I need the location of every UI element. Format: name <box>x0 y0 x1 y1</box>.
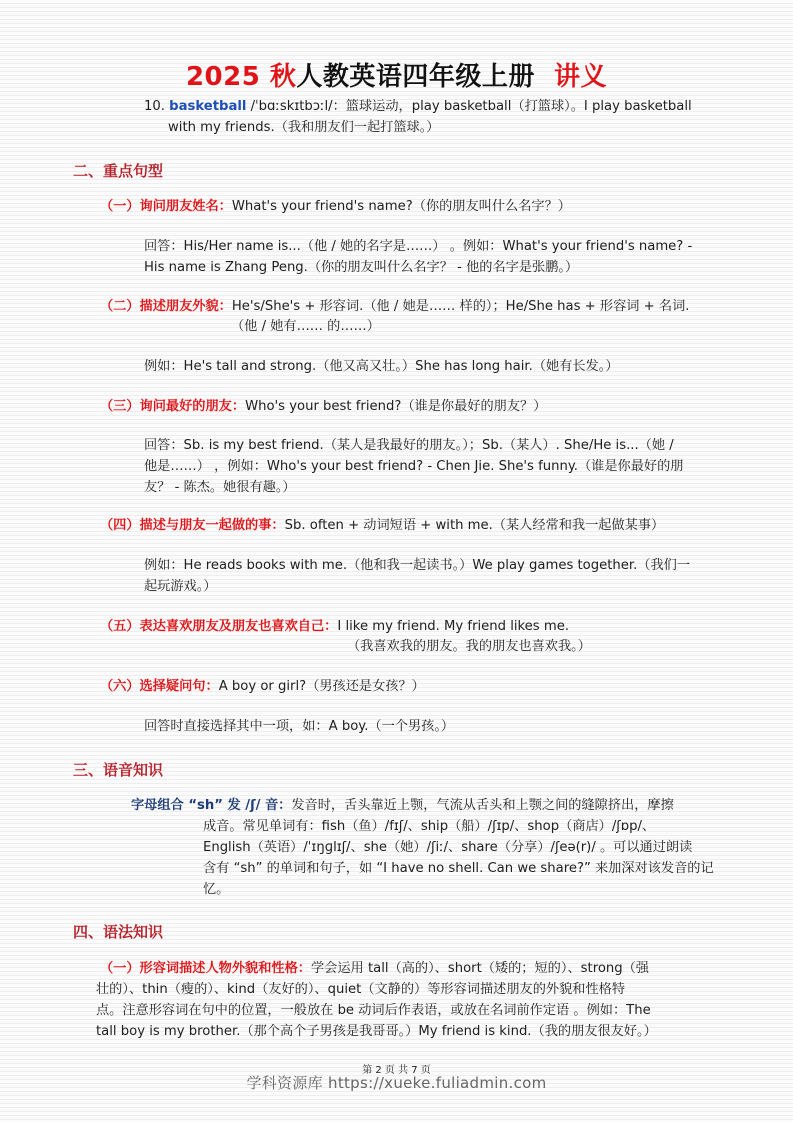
pattern-1-answer-line2: His name is Zhang Peng.（你的朋友叫什么名字？ - 他的名字是张鹏。） <box>144 260 579 275</box>
phonics-line4: 含有 “sh” 的单词和句子，如 “I have no shell. Can we share?” 来加深对该发音的记 <box>203 861 714 876</box>
grammar-line4: tall boy is my brother.（那个高个子男孩是我哥哥。）My friend is kind.（我的朋友很友好。） <box>96 1024 657 1039</box>
pattern-2-line2: （他 / 她有…… 的……） <box>231 319 380 334</box>
site-watermark: 学科资源库 https://xueke.fuliadmin.com <box>246 1074 547 1092</box>
pattern-3-answer-line3: 友？ - 陈杰。她很有趣。） <box>144 480 296 495</box>
pattern-2: （二）描述朋友外貌：He's/She's + 形容词.（他 / 她是…… 样的）；He/She has + 形容词 + 名词. <box>100 299 690 314</box>
vocab-item-10: 10. basketball /ˈbɑːskɪtbɔːl/：篮球运动，play basketball（打篮球）。I play basketball <box>144 99 692 114</box>
pattern-3-answer-line1: 回答：Sb. is my best friend.（某人是我最好的朋友。）；Sb.（某人）. She/He is...（她 / <box>144 438 674 453</box>
grammar-line3: 点。注意形容词在句中的位置，一般放在 be 动词后作表语，或放在名词前作定语 。例如：The <box>96 1003 651 1018</box>
pattern-5-line2: （我喜欢我的朋友。我的朋友也喜欢我。） <box>347 639 591 654</box>
phonics-line3: English（英语）/ˈɪŋɡlɪʃ/、she（她）/ʃiː/、share（分享）/ʃeə(r)/ 。可以通过朗读 <box>203 840 693 855</box>
grammar-line1: （一）形容词描述人物外貌和性格：学会运用 tall（高的）、short（矮的；短的）、strong（强 <box>100 961 649 976</box>
pattern-4-example-line2: 起玩游戏。） <box>144 579 217 594</box>
pattern-6-answer: 回答时直接选择其中一项，如：A boy.（一个男孩。） <box>144 719 455 734</box>
vocab-word: basketball <box>169 99 247 114</box>
pattern-2-example: 例如：He's tall and strong.（他又高又壮。）She has long hair.（她有长发。） <box>144 359 619 374</box>
section-heading-grammar: 四、语法知识 <box>73 923 164 941</box>
pattern-1: （一）询问朋友姓名：What's your friend's name?（你的朋友叫什么名字？） <box>100 199 571 214</box>
pattern-5: （五）表达喜欢朋友及朋友也喜欢自己：I like my friend. My friend likes me. <box>100 619 570 634</box>
pattern-3-answer-line2: 他是……） ，例如：Who's your best friend? - Chen Jie. She's funny.（谁是你最好的朋 <box>144 459 684 474</box>
vocab-item-10-line2: with my friends.（我和朋友们一起打篮球。） <box>168 120 440 135</box>
page-title: 2025 秋人教英语四年级上册 讲义 <box>185 62 608 92</box>
pattern-1-answer-line1: 回答：His/Her name is...（他 / 她的名字是……） 。例如：What's your friend's name? - <box>144 239 693 254</box>
pattern-4: （四）描述与朋友一起做的事：Sb. often + 动词短语 + with me.（某人经常和我一起做某事） <box>100 518 665 533</box>
pattern-4-example-line1: 例如：He reads books with me.（他和我一起读书。）We play games together.（我们一 <box>144 558 691 573</box>
page-number: 第 2 页 共 7 页 <box>362 1065 431 1076</box>
section-heading-phonics: 三、语音知识 <box>73 761 164 779</box>
phonics-line5: 忆。 <box>203 882 230 897</box>
section-heading-key-sentences: 二、重点句型 <box>73 162 164 180</box>
phonics-line1: 字母组合 “sh” 发 /ʃ/ 音：发音时，舌头靠近上颚，气流从舌头和上颚之间的缝隙挤出，摩擦 <box>131 798 674 813</box>
grammar-line2: 壮的）、thin（瘦的）、kind（友好的）、quiet（文静的）等形容词描述朋友的外貌和性格特 <box>96 982 626 997</box>
pattern-3: （三）询问最好的朋友：Who's your best friend?（谁是你最好的朋友？） <box>100 399 547 414</box>
pattern-6: （六）选择疑问句：A boy or girl?（男孩还是女孩？） <box>100 679 425 694</box>
phonics-line2: 成音。常见单词有：fish（鱼）/fɪʃ/、ship（船）/ʃɪp/、shop（商店）/ʃɒp/、 <box>203 819 656 834</box>
